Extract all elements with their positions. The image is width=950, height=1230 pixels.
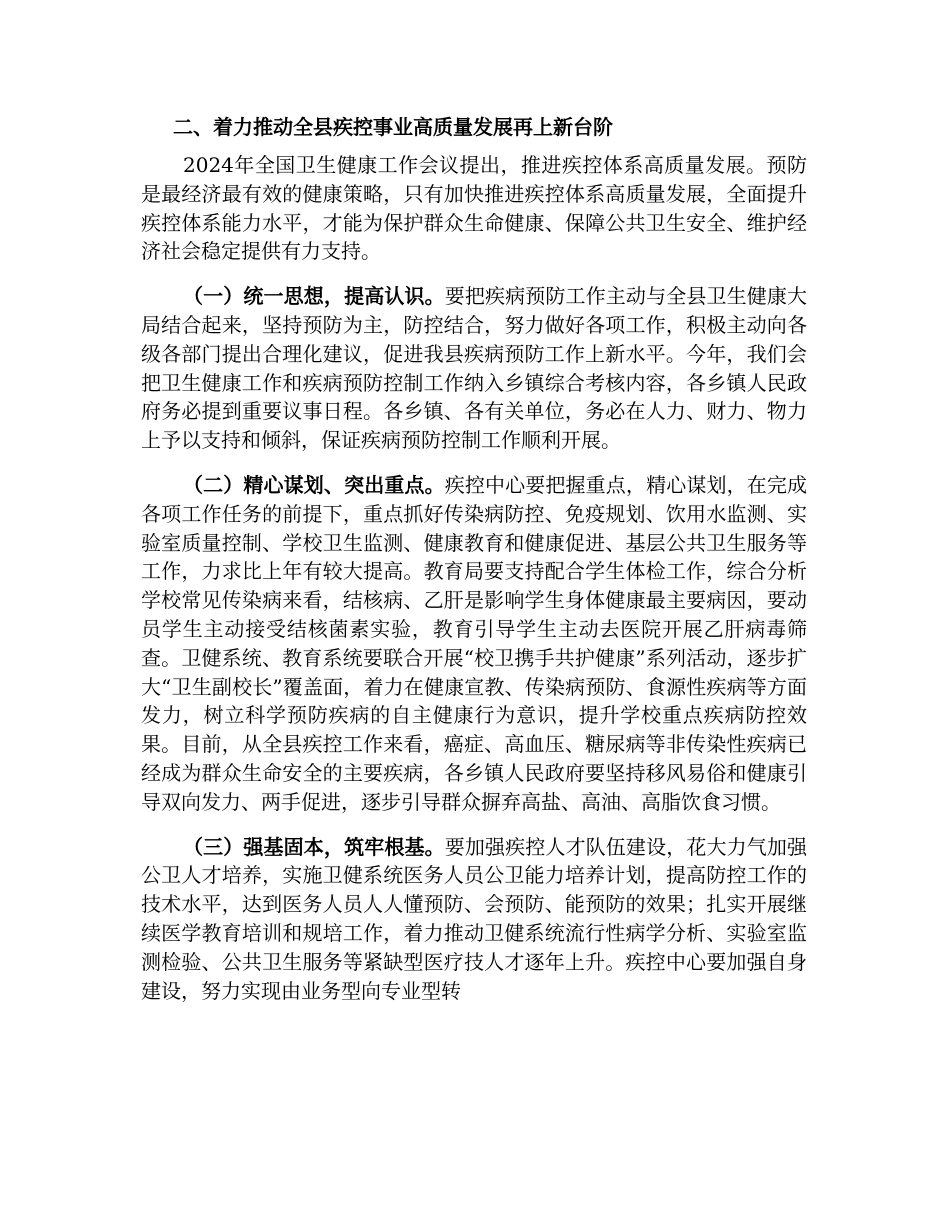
item-1-lead: （一）统一思想，提高认识。 bbox=[183, 284, 445, 309]
section-heading: 二、着力推动全县疾控事业高质量发展再上新台阶 bbox=[173, 115, 613, 139]
item-3-text: 要加强疾控人才队伍建设，花大力气加强公卫人才培养，实施卫健系统医务人员公卫能力培养计划，提高防控工作的技术水平，达到医务人员人人懂预防、会预防、能预防的效果；扎实开展继续医学教育培训和规培工作，着力推动卫健系统流行性病学分析、实验室监测检验、公共卫生服务等紧缺型医疗技人才逐年上升。疾控中心要加强自身建设，努力实现由业务型向专业型转 bbox=[141, 834, 808, 1003]
intro-paragraph: 2024年全国卫生健康工作会议提出，推进疾控体系高质量发展。预防是最经济最有效的健康策略，只有加快推进疾控体系高质量发展，全面提升疾控体系能力水平，才能为保护群众生命健康、保障公共卫生安全、维护经济社会稳定提供有力支持。 bbox=[141, 153, 807, 264]
document-body bbox=[141, 107, 807, 1021]
item-3-lead: （三）强基固本，筑牢根基。 bbox=[183, 834, 445, 859]
paragraph-item-2 bbox=[141, 471, 807, 817]
item-2-lead: （二）精心谋划、突出重点。 bbox=[183, 472, 445, 497]
paragraph-item-1 bbox=[141, 282, 807, 455]
item-2-text: 疾控中心要把握重点，精心谋划，在完成各项工作任务的前提下，重点抓好传染病防控、免疫规划、饮用水监测、实验室质量控制、学校卫生监测、健康教育和健康促进、基层公共卫生服务等工作，力求比上年有较大提高。教育局要支持配合学生体检工作，综合分析学校常见传染病来看，结核病、乙肝是影响学生身体健康最主要病因，要动员学生主动接受结核菌素实验，教育引导学生主动去医院开展乙肝病毒筛查。卫健系统、教育系统要联合开展“校卫携手共护健康”系列活动，逐步扩大“卫生副校长”覆盖面，着力在健康宣教、传染病预防、食源性疾病等方面发力，树立科学预防疾病的自主健康行为意识，提升学校重点疾病防控效果。目前，从全县疾控工作来看，癌症、高血压、糖尿病等非传染性疾病已经成为群众生命安全的主要疾病，各乡镇人民政府要坚持移风易俗和健康引导双向发力、两手促进，逐步引导群众摒弃高盐、高油、高脂饮食习惯。 bbox=[141, 472, 808, 814]
paragraph-item-3 bbox=[141, 833, 807, 1006]
item-1-text: 要把疾病预防工作主动与全县卫生健康大局结合起来，坚持预防为主，防控结合，努力做好各项工作，积极主动向各级各部门提出合理化建议，促进我县疾病预防工作上新水平。今年，我们会把卫生健康工作和疾病预防控制工作纳入乡镇综合考核内容，各乡镇人民政府务必提到重要议事日程。各乡镇、各有关单位，务必在人力、财力、物力上予以支持和倾斜，保证疾病预防控制工作顺利开展。 bbox=[141, 284, 808, 453]
